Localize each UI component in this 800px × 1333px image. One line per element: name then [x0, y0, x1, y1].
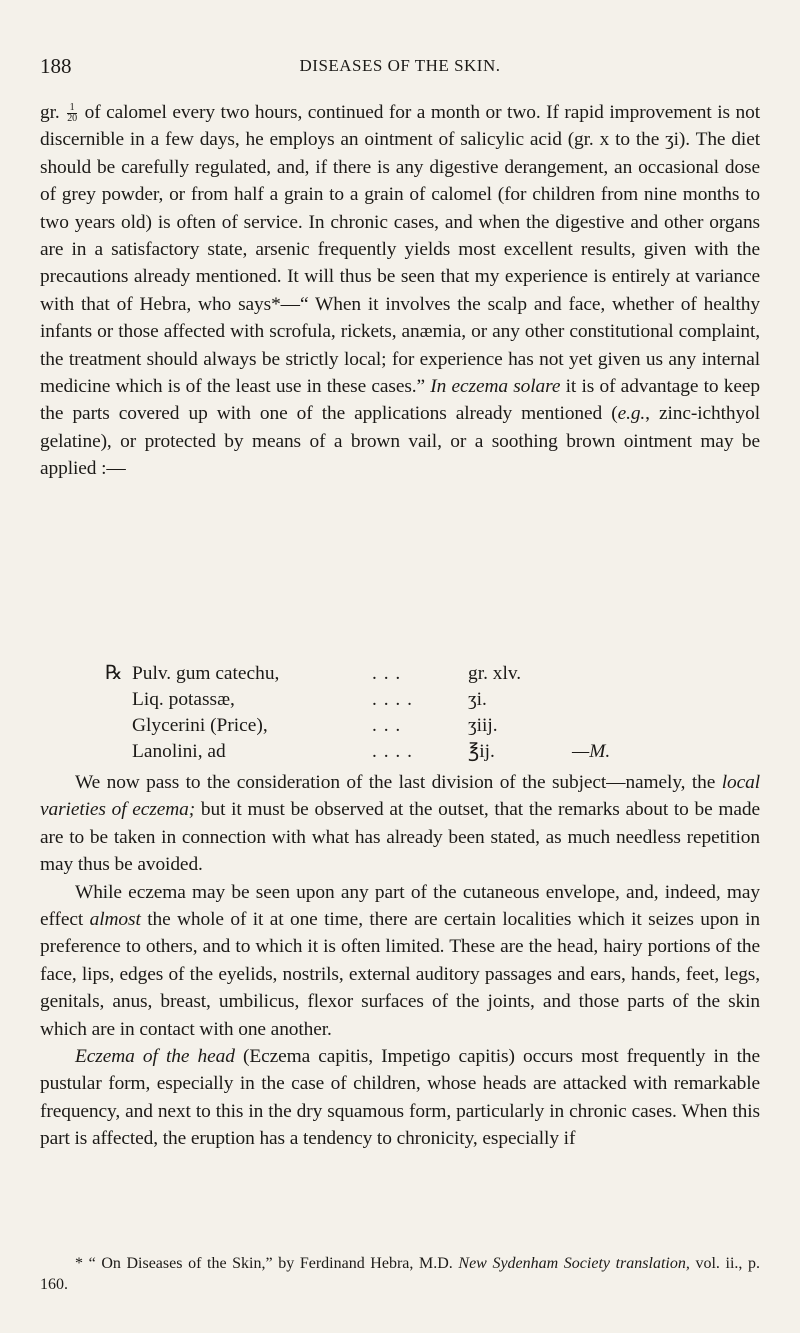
ingredient-quantity: ʒiij. [468, 715, 498, 736]
page-number: 188 [40, 54, 72, 78]
prescription-item [105, 661, 772, 687]
body-text [40, 99, 760, 483]
ingredient-quantity: ʒi. [468, 689, 487, 710]
running-head: DISEASES OF THE SKIN. [299, 56, 501, 75]
leader-dots: . . . . [372, 741, 413, 762]
footnote-text: * “ On Diseases of the Skin,” by Ferdinand Hebra, M.D. New Sydenham Society translation, vol. ii., p. 160. [40, 1255, 760, 1293]
paragraph-local-varieties: We now pass to the consideration of the last division of the subject—namely, the local varieties of eczema; but it must be observed at the outset, that the remarks about to be made are to be taken in connection with what has already been stated, as much needless repetition may thus be avoided. [40, 772, 760, 876]
paragraph-localities: While eczema may be seen upon any part of the cutaneous envelope, and, indeed, may effect almost the whole of it at one time, there are certain localities which it seizes upon in preference to others, and to which it is often limited. These are the head, hairy portions of the face, lips, edges of the eyelids, nostrils, external auditory passages and ears, hands, feet, legs, genitals, anus, breast, umbilicus, flexor surfaces of the joints, and those parts of the skin which are in contact with one another. [40, 881, 761, 1040]
leader-dots: . . . . [372, 689, 413, 710]
ingredient-name: Glycerini (Price), [132, 715, 268, 736]
leader-dots: . . . [372, 663, 402, 684]
ingredient-name: Liq. potassæ, [132, 689, 235, 710]
prescription-author: —M. [572, 741, 611, 762]
ingredient-name: Lanolini, ad [132, 741, 226, 762]
leader-dots: . . . [372, 715, 402, 736]
page-header [40, 54, 760, 84]
paragraph-eczema-head: Eczema of the head (Eczema capitis, Impetigo capitis) occurs most frequently in the pustular form, especially in the case of children, whose heads are attacked with remarkable frequency, and next to this in the dry squamous form, particularly in chronic cases. When this part is affected, the eruption has a tendency to chronicity, especially if [40, 1046, 761, 1150]
prescription-item [132, 713, 772, 739]
ingredient-quantity: gr. xlv. [468, 663, 522, 684]
ingredient-quantity: ℥ij. [468, 741, 495, 762]
prescription [105, 661, 772, 765]
prescription-item [132, 739, 772, 765]
recipe-symbol: ℞ [105, 663, 123, 684]
fraction-one-twentieth: $\frac{1}{20}$ [67, 102, 78, 125]
prescription-item [132, 687, 772, 713]
body-text-continued [40, 769, 760, 1153]
footnote [40, 1253, 760, 1295]
ingredient-name: Pulv. gum catechu, [132, 663, 280, 684]
paragraph-calomel: gr. $\frac{1}{20}$ of calomel every two hours, continued for a month or two. If rapid improvement is not discernible in a few days, he employs an ointment of salicylic acid (gr. x to the ʒi). The diet should be carefully regulated, and, if there is any digestive derangement, an occasional dose of grey powder, or from half a grain to a grain of calomel (for children from nine months to two years old) is often of service. In chronic cases, and when the digestive and other organs are in a satisfactory state, arsenic frequently yields most excellent results, given with the precautions already mentioned. It will thus be seen that my experience is entirely at variance with that of Hebra, who says*—“ When it involves the scalp and face, whether of healthy infants or those affected with scrofula, rickets, anæmia, or any other constitutional complaint, the treatment should always be strictly local; for experience has not yet given us any internal medicine which is of the least use in these cases.” In eczema solare it is of advantage to keep the parts covered up with one of the applications already mentioned (e.g., zinc-ichthyol gelatine), or protected by means of a brown vail, or a soothing brown ointment may be applied :— [40, 102, 760, 480]
